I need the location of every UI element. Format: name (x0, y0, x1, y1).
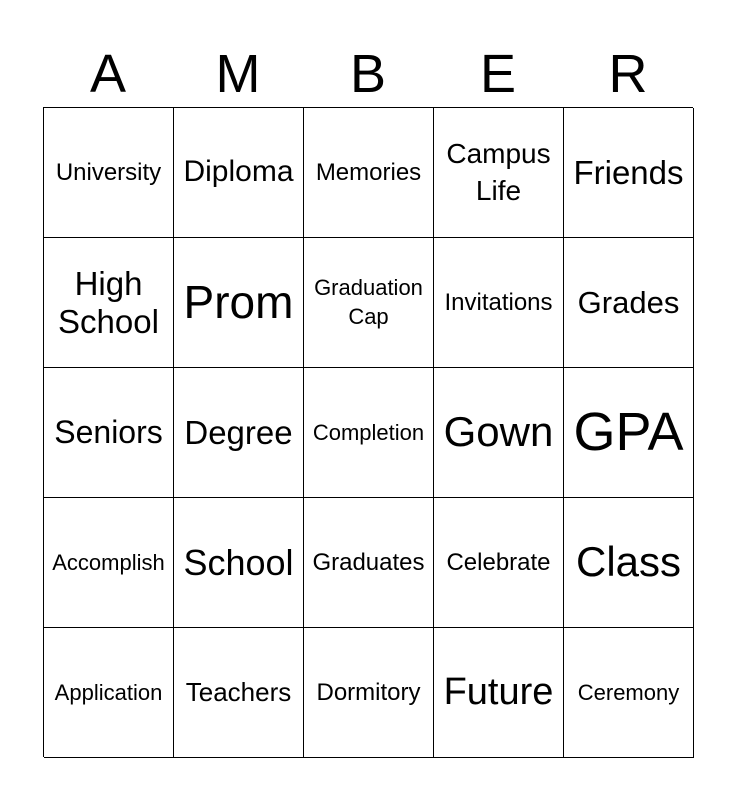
bingo-cell[interactable] (434, 368, 564, 498)
cell-label: Gown (443, 408, 554, 456)
bingo-cell[interactable] (564, 498, 694, 628)
cell-label: Teachers (185, 676, 292, 707)
bingo-cell[interactable] (44, 368, 174, 498)
bingo-cell[interactable] (564, 238, 694, 368)
cell-label: Degree (184, 413, 293, 451)
bingo-cell[interactable] (304, 498, 434, 628)
cell-label: High School (58, 264, 159, 340)
cell-label: Diploma (183, 155, 294, 189)
bingo-cell[interactable] (44, 498, 174, 628)
bingo-cell[interactable] (44, 238, 174, 368)
cell-label: Prom (183, 276, 294, 329)
cell-label: Grades (577, 284, 680, 320)
bingo-cell[interactable] (434, 238, 564, 368)
bingo-cell[interactable] (44, 108, 174, 238)
header-letter-m: M (215, 44, 261, 104)
cell-label: Celebrate (446, 548, 551, 576)
header-letter-e: E (479, 44, 517, 104)
bingo-cell[interactable] (564, 368, 694, 498)
bingo-cell[interactable] (434, 628, 564, 758)
cell-label: School (183, 541, 294, 583)
cell-label: University (55, 158, 162, 186)
cell-label: Graduates (312, 548, 425, 576)
cell-label: Friends (573, 153, 684, 191)
bingo-cell[interactable] (564, 108, 694, 238)
bingo-cell[interactable] (564, 628, 694, 758)
bingo-cell[interactable] (174, 498, 304, 628)
bingo-header (43, 40, 693, 108)
cell-label: Campus Life (446, 138, 551, 206)
header-letter-b: B (349, 44, 387, 104)
cell-label: Completion (312, 419, 425, 445)
bingo-cell[interactable] (304, 108, 434, 238)
bingo-cell[interactable] (174, 628, 304, 758)
header-letter-a: A (89, 44, 127, 104)
cell-label: Dormitory (316, 678, 421, 706)
bingo-cell[interactable] (44, 628, 174, 758)
cell-label: Seniors (54, 414, 163, 451)
cell-label: Class (575, 538, 682, 586)
bingo-cell[interactable] (304, 238, 434, 368)
bingo-cell[interactable] (304, 628, 434, 758)
cell-label: Graduation Cap (314, 274, 423, 329)
header-letter-r: R (608, 44, 648, 104)
bingo-cell[interactable] (174, 238, 304, 368)
cell-label: Application (54, 679, 163, 705)
cell-label: Future (443, 670, 554, 713)
bingo-cell[interactable] (174, 368, 304, 498)
cell-label: Accomplish (52, 549, 165, 575)
cell-label: Memories (315, 158, 422, 186)
cell-label: GPA (573, 402, 684, 463)
bingo-cell[interactable] (434, 498, 564, 628)
bingo-cell[interactable] (174, 108, 304, 238)
cell-label: Ceremony (577, 679, 680, 705)
cell-label: Invitations (444, 288, 553, 316)
bingo-grid (43, 107, 693, 757)
bingo-cell[interactable] (434, 108, 564, 238)
bingo-cell[interactable] (304, 368, 434, 498)
